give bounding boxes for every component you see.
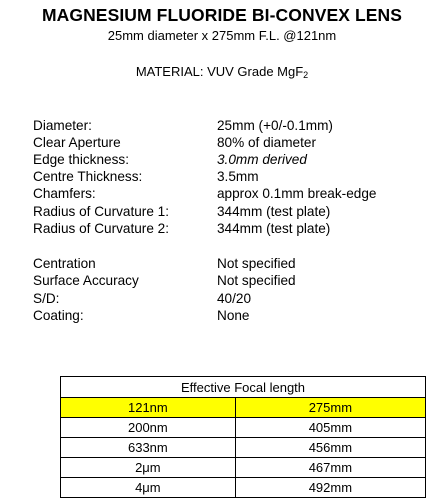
spec-value: None <box>217 308 250 323</box>
material-subscript: 2 <box>303 70 309 80</box>
spec-label: S/D: <box>33 291 60 306</box>
spec-label: Clear Aperture <box>33 135 121 150</box>
efl-wavelength-cell: 633nm <box>61 438 236 458</box>
efl-wavelength-cell: 4μm <box>61 478 236 498</box>
spec-label: Radius of Curvature 1: <box>33 204 170 219</box>
efl-focal-length-cell: 492mm <box>235 478 425 498</box>
efl-focal-length-cell: 275mm <box>235 398 425 418</box>
spec-label: Centre Thickness: <box>33 169 143 184</box>
spec-label: Radius of Curvature 2: <box>33 221 170 236</box>
spec-value: Not specified <box>217 273 296 288</box>
material-text: MATERIAL: VUV Grade MgF <box>135 64 304 79</box>
efl-row <box>61 458 426 478</box>
spec-value: 344mm (test plate) <box>217 221 331 236</box>
spec-label: Chamfers: <box>33 186 96 201</box>
spec-label: Diameter: <box>33 118 92 133</box>
efl-row <box>61 478 426 498</box>
efl-row <box>61 418 426 438</box>
efl-focal-length-cell: 467mm <box>235 458 425 478</box>
efl-wavelength-cell: 200nm <box>61 418 236 438</box>
spec-value: 3.0mm derived <box>217 152 307 167</box>
spec-value: 40/20 <box>217 291 252 306</box>
spec-label: Edge thickness: <box>33 152 129 167</box>
document-subtitle: 25mm diameter x 275mm F.L. @121nm <box>107 28 337 43</box>
efl-focal-length-cell: 456mm <box>235 438 425 458</box>
spec-label: Centration <box>33 256 96 271</box>
spec-label: Surface Accuracy <box>33 273 139 288</box>
efl-row-highlighted <box>61 398 426 418</box>
material-line <box>0 64 444 79</box>
spec-value: 25mm (+0/-0.1mm) <box>217 118 333 133</box>
spec-label: Coating: <box>33 308 84 323</box>
spec-value: 344mm (test plate) <box>217 204 331 219</box>
spec-value: 3.5mm <box>217 169 259 184</box>
efl-header-row <box>61 377 426 398</box>
efl-focal-length-cell: 405mm <box>235 418 425 438</box>
efl-wavelength-cell: 121nm <box>61 398 236 418</box>
spec-value: Not specified <box>217 256 296 271</box>
efl-table <box>60 376 426 498</box>
document-title: MAGNESIUM FLUORIDE BI-CONVEX LENS <box>41 5 403 25</box>
spec-value: 80% of diameter <box>217 135 316 150</box>
spec-value: approx 0.1mm break-edge <box>217 186 377 201</box>
efl-header: Effective Focal length <box>61 377 426 398</box>
efl-wavelength-cell: 2μm <box>61 458 236 478</box>
efl-row <box>61 438 426 458</box>
